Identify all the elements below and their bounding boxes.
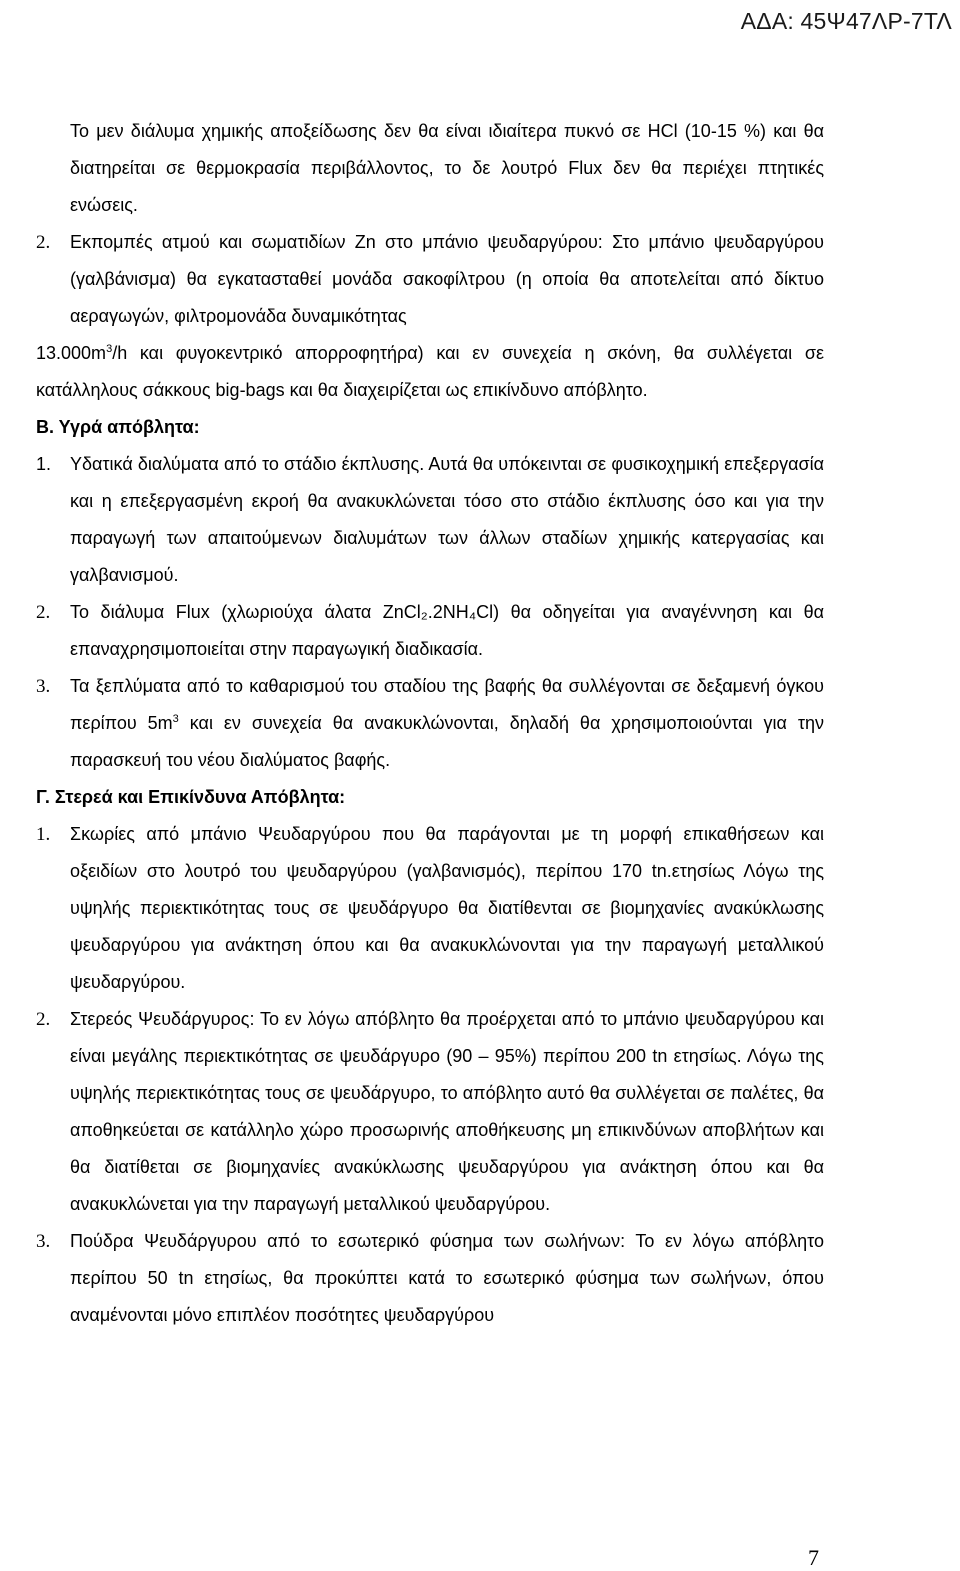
list-number: 2. — [36, 232, 51, 253]
flow-rate-value: 13.000m — [36, 343, 107, 363]
document-code: ΑΔΑ: 45Ψ47ΛΡ-7ΤΛ — [740, 8, 952, 34]
list-item — [36, 1223, 824, 1334]
list-item — [36, 224, 824, 335]
paragraph-zinc-slag: Σκωρίες από μπάνιο Ψευδαργύρου που θα παράγονται με τη μορφή επικαθήσεων και οξειδίων στο λουτρό του ψευδαργύρου (γαλβανισμός), περίπου 170 tn.ετησίως Λόγω της υψηλής περιεκτικότητας τους σε ψευδάργυρο θα διατίθενται σε βιομηχανίες ανακύκλωσης ψευδαργύρου για ανάκτηση όπου και θα ανακυκλώνονται για την παραγωγή μεταλλικού ψευδαργύρου. — [70, 824, 824, 992]
list-item — [36, 446, 824, 594]
paragraph-rinse-solutions: Υδατικά διαλύματα από το στάδιο έκπλυσης. Αυτά θα υπόκεινται σε φυσικοχημική επεξεργασία και η επεξεργασμένη εκροή θα ανακυκλώνεται τόσο στο στάδιο έκπλυσης όσο και για την παραγωγή των απαιτούμενων διαλυμάτων των άλλων σταδίων χημικής κατεργασίας και γαλβανισμού. — [70, 454, 824, 585]
list-number: 1. — [36, 454, 52, 474]
paragraph-text: Τα ξεπλύματα από το καθαρισμού του σταδίου της βαφής θα συλλέγονται σε δεξαμενή όγκου περίπου 5m — [70, 676, 824, 733]
paragraph-text: και εν συνεχεία θα ανακυκλώνονται, δηλαδή θα χρησιμοποιούνται για την παρασκευή του νέου διαλύματος βαφής. — [70, 713, 824, 770]
superscript: 3 — [106, 343, 113, 355]
list-item — [36, 594, 824, 668]
list-number: 1. — [36, 824, 51, 845]
intro-paragraph: Το μεν διάλυμα χημικής αποξείδωσης δεν θα είναι ιδιαίτερα πυκνό σε HCl (10-15 %) και θα διατηρείται σε θερμοκρασία περιβάλλοντος, το δε λουτρό Flux δεν θα περιέχει πτητικές ενώσεις. — [70, 121, 824, 215]
list-item — [36, 1001, 824, 1223]
document-body — [36, 113, 824, 1334]
list-item — [36, 668, 824, 779]
paragraph-text: /h και φυγοκεντρικό απορροφητήρα) και εν συνεχεία η σκόνη, θα συλλέγεται σε κατάλληλους σάκκους big-bags και θα διαχειρίζεται ως επικίνδυνο απόβλητο. — [36, 343, 824, 400]
page-number: 7 — [808, 1545, 819, 1570]
paragraph-flux-solution: Το διάλυμα Flux (χλωριούχα άλατα ZnCl₂.2NH₄Cl) θα οδηγείται για αναγέννηση και θα επαναχρησιμοποιείται στην παραγωγική διαδικασία. — [70, 602, 824, 659]
list-number: 2. — [36, 602, 51, 623]
paragraph-zn-emissions: Εκπομπές ατμού και σωματιδίων Zn στο μπάνιο ψευδαργύρου: Στο μπάνιο ψευδαργύρου (γαλβάνισμα) θα εγκατασταθεί μονάδα σακοφίλτρου (η οποία θα αποτελείται από δίκτυο αεραγωγών, φιλτρομονάδα δυναμικότητας — [70, 232, 824, 326]
list-number: 3. — [36, 676, 51, 697]
list-item — [36, 816, 824, 1001]
paragraph-solid-zinc: Στερεός Ψευδάργυρος: Το εν λόγω απόβλητο θα προέρχεται από το μπάνιο ψευδαργύρου και είναι μεγάλης περιεκτικότητας σε ψευδάργυρο (90 – 95%) περίπου 200 tn ετησίως. Λόγω της υψηλής περιεκτικότητας τους σε ψευδάργυρο, το απόβλητο αυτό θα συλλέγεται σε παλέτες, θα αποθηκεύεται σε κατάλληλο χώρο προσωρινής αποθήκευσης μη επικινδύνων αποβλήτων και θα διατίθεται σε βιομηχανίες ανακύκλωσης ψευδαργύρου για ανάκτηση όπου και θα ανακυκλώνεται για την παραγωγή μεταλλικού ψευδαργύρου. — [70, 1009, 824, 1214]
list-number: 2. — [36, 1009, 51, 1030]
section-heading-solid-waste: Γ. Στερεά και Επικίνδυνα Απόβλητα: — [36, 787, 346, 807]
paragraph-zn-emissions-continued — [36, 335, 824, 409]
superscript: 3 — [172, 713, 179, 725]
list-number: 3. — [36, 1231, 51, 1252]
section-heading-liquid-waste: Β. Υγρά απόβλητα: — [36, 417, 200, 437]
paragraph-zinc-powder: Πούδρα Ψευδάργυρου από το εσωτερικό φύσημα των σωλήνων: Το εν λόγω απόβλητο περίπου 50 tn ετησίως, θα προκύπτει κατά το εσωτερικό φύσημα των σωλήνων, όπου αναμένονται μόνο επιπλέον ποσότητες ψευδαργύρου — [70, 1231, 824, 1325]
paragraph-paint-rinse — [70, 668, 824, 779]
